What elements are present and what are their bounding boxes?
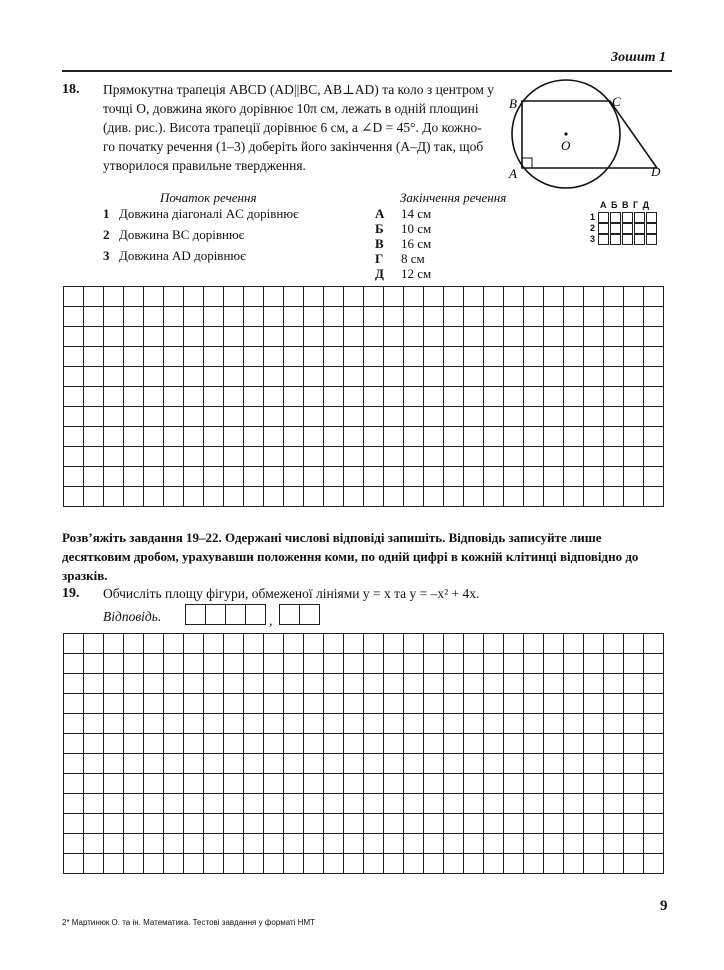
answer-cell[interactable] bbox=[622, 223, 633, 234]
answer-cell[interactable] bbox=[610, 223, 621, 234]
start-item-3: 3 Довжина AD дорівнює bbox=[103, 248, 246, 263]
ending-item: В 16 см bbox=[375, 236, 432, 251]
answer-cell[interactable] bbox=[646, 223, 657, 234]
ending-item: Д 12 см bbox=[375, 266, 432, 281]
answer-cell[interactable] bbox=[598, 223, 609, 234]
answer-boxes bbox=[185, 604, 319, 630]
answer-cell[interactable] bbox=[598, 234, 609, 245]
center-point bbox=[564, 132, 567, 135]
answer-cell[interactable] bbox=[610, 212, 621, 223]
task-18-line: го початку речення (1–3) доберіть його закінчення (А–Д) так, щоб bbox=[103, 139, 484, 154]
answer-cell[interactable] bbox=[634, 212, 645, 223]
task-18-line: Прямокутна трапеція ABCD (AD||BC, AB⊥AD) та коло з центром у bbox=[103, 82, 494, 97]
footer-source: 2* Мартинюк О. та ін. Математика. Тестові завдання у форматі НМТ bbox=[62, 918, 316, 927]
task-19-text: Обчисліть площу фігури, обмеженої лініями y = x та y = –x² + 4x. bbox=[103, 586, 480, 601]
answer-cell[interactable] bbox=[622, 212, 633, 223]
answer-digit-box[interactable] bbox=[299, 604, 320, 625]
ending-item: Б 10 см bbox=[375, 221, 432, 236]
decimal-comma: , bbox=[269, 614, 273, 629]
label-a: A bbox=[509, 166, 517, 181]
ending-item: А 14 см bbox=[375, 206, 432, 221]
header-rule bbox=[62, 70, 672, 72]
answer-cell[interactable] bbox=[598, 212, 609, 223]
notebook-title: Зошит 1 bbox=[611, 50, 666, 65]
answer-cell[interactable] bbox=[622, 234, 633, 245]
label-b: B bbox=[509, 96, 517, 111]
task-19-number: 19. bbox=[62, 586, 80, 601]
label-c: C bbox=[612, 94, 621, 109]
task-18-text bbox=[103, 80, 513, 175]
task-18-line: точці O, довжина якого дорівнює 10π см, лежать в одній площині bbox=[103, 101, 479, 116]
task-18-line: (див. рис.). Висота трапеції дорівнює 6 см, а ∠D = 45°. До кожно- bbox=[103, 120, 482, 135]
label-o: O bbox=[561, 138, 571, 153]
start-item-2: 2 Довжина BC дорівнює bbox=[103, 227, 245, 242]
starts-header: Початок речення bbox=[160, 190, 257, 205]
answer-digit-box[interactable] bbox=[245, 604, 266, 625]
endings-header: Закінчення речення bbox=[400, 190, 507, 205]
trapezoid-circle-figure bbox=[500, 78, 670, 190]
draft-grid-task-18[interactable] bbox=[63, 286, 664, 507]
task-18-line: утворилося правильне твердження. bbox=[103, 158, 306, 173]
answer-cell[interactable] bbox=[610, 234, 621, 245]
answer-grid-columns: А Б В Г Д bbox=[600, 200, 650, 210]
answer-digit-box[interactable] bbox=[225, 604, 246, 625]
answer-digit-box[interactable] bbox=[205, 604, 226, 625]
answer-cell[interactable] bbox=[634, 234, 645, 245]
answer-cell[interactable] bbox=[634, 223, 645, 234]
instruction-text: Розв’яжіть завдання 19–22. Одержані числові відповіді запишіть. Відповідь записуйте лише десятковим дробом, урахувавши положення коми, по одній цифрі в кожній клітинці відповідно до зразків. bbox=[62, 530, 639, 583]
answer-digit-box[interactable] bbox=[185, 604, 206, 625]
task-18-number: 18. bbox=[62, 82, 80, 97]
answer-digit-box[interactable] bbox=[279, 604, 300, 625]
answer-grid: 1 2 3 bbox=[590, 212, 658, 245]
answer-label: Відповідь. bbox=[103, 609, 162, 624]
page-number: 9 bbox=[660, 898, 668, 914]
answer-cell[interactable] bbox=[646, 212, 657, 223]
answer-cell[interactable] bbox=[646, 234, 657, 245]
trapezoid bbox=[522, 101, 657, 168]
ending-item: Г 8 см bbox=[375, 251, 425, 266]
start-item-1: 1 Довжина діагоналі AC дорівнює bbox=[103, 206, 299, 221]
draft-grid-task-19[interactable] bbox=[63, 633, 664, 874]
label-d: D bbox=[651, 164, 661, 179]
